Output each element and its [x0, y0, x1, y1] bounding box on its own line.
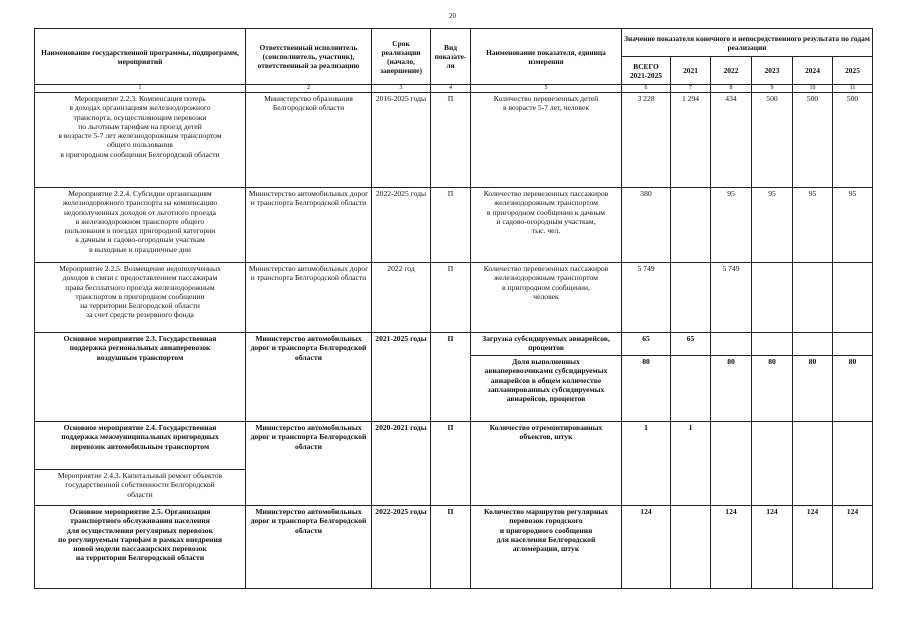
executor: Министерство образования Белгородской области [246, 93, 372, 188]
value-2021: 1 294 [671, 93, 711, 188]
table-row [35, 333, 873, 356]
value-2023 [752, 422, 793, 506]
header-year-2025: 2025 [833, 57, 873, 85]
value-2025 [833, 422, 873, 506]
indicator-name: Количество отремонтированных объектов, штук [471, 422, 622, 506]
value-2023: 500 [752, 93, 793, 188]
value-total: 1 [622, 422, 671, 506]
header-period: Срок реализации (начало, завершение) [372, 29, 431, 85]
value-2024 [793, 422, 833, 506]
activity-name: Мероприятие 2.2.5. Возмещение недополученных доходов в связи с предоставлением пассажирам права бесплатного проезда железнодорожным транспортом в пригородном сообщении на территории Белгородской области за счет средств резервного фонда [35, 263, 246, 333]
col-number: 7 [671, 85, 711, 93]
value-2022: 124 [711, 506, 752, 589]
col-number: 4 [431, 85, 471, 93]
header-year-2023: 2023 [752, 57, 793, 85]
table-row [35, 422, 873, 470]
indicator-type: П [431, 263, 471, 333]
executor: Министерство автомобильных дорог и транспорта Белгородской области [246, 263, 372, 333]
indicator-name: Количество маршрутов регулярных перевозок городского и пригородного сообщения для населения Белгородской агломерации, штук [471, 506, 622, 589]
executor: Министерство автомобильных дорог и транспорта Белгородской области [246, 333, 372, 422]
indicator-name: Количество перевезенных пассажиров железнодорожным транспортом в пригородном сообщении, человек [471, 263, 622, 333]
col-number: 5 [471, 85, 622, 93]
value-total: 5 749 [622, 263, 671, 333]
column-numbers-row [35, 85, 873, 93]
activity-name: Основное мероприятие 2.3. Государственная поддержка региональных авиаперевозок воздушным транспортом [35, 333, 246, 422]
col-number: 1 [35, 85, 246, 93]
header-year-2022: 2022 [711, 57, 752, 85]
value-2025: 95 [833, 188, 873, 263]
executor: Министерство автомобильных дорог и транспорта Белгородской области [246, 188, 372, 263]
activity-name: Основное мероприятие 2.5. Организация транспортного обслуживания населения для осуществления регулярных перевозок по регулируемым тарифам в рамках внедрения новой модели пассажирских перевозок на территории Белгородской области [35, 506, 246, 589]
period: 2022-2025 годы [372, 188, 431, 263]
header-indicator-type: Вид показате-ля [431, 29, 471, 85]
header-values-group: Значение показателя конечного и непосредственного результата по годам реализации [622, 29, 873, 57]
value-2022 [711, 333, 752, 356]
value-2024: 95 [793, 188, 833, 263]
header-year-2021: 2021 [671, 57, 711, 85]
col-number: 10 [793, 85, 833, 93]
col-number: 9 [752, 85, 793, 93]
indicator-name: Количество перевезенных детей в возрасте 5-7 лет, человек [471, 93, 622, 188]
value-total: 3 228 [622, 93, 671, 188]
col-number: 11 [833, 85, 873, 93]
value-2025: 500 [833, 93, 873, 188]
value-2023 [752, 263, 793, 333]
executor: Министерство автомобильных дорог и транспорта Белгородской области [246, 422, 372, 506]
program-table [34, 28, 873, 589]
value-2024 [793, 333, 833, 356]
activity-name: Мероприятие 2.2.4. Субсидии организациям железнодорожного транспорта на компенсацию недополученных доходов от льготного проезда в железнодорожном транспорте общего пользования в поездах пригородной категории к дачным и садово-огородным участкам в выходные и праздничные дни [35, 188, 246, 263]
value-total: 80 [622, 356, 671, 422]
table-row [35, 263, 873, 333]
value-2025: 80 [833, 356, 873, 422]
value-2025 [833, 333, 873, 356]
value-2024: 500 [793, 93, 833, 188]
col-number: 6 [622, 85, 671, 93]
header-row-1 [35, 29, 873, 57]
value-2024: 80 [793, 356, 833, 422]
value-2021 [671, 506, 711, 589]
value-total: 380 [622, 188, 671, 263]
header-executor: Ответственный исполнитель (соисполнитель, участник), ответственный за реализацию [246, 29, 372, 85]
indicator-name: Загрузка субсидируемых авиарейсов, процентов [471, 333, 622, 356]
indicator-type: П [431, 333, 471, 422]
header-program-name: Наименование государственной программы, подпрограмм, мероприятий [35, 29, 246, 85]
header-year-2024: 2024 [793, 57, 833, 85]
value-2021 [671, 188, 711, 263]
value-2022: 434 [711, 93, 752, 188]
value-2021 [671, 356, 711, 422]
period: 2021-2025 годы [372, 333, 431, 422]
header-total: ВСЕГО 2021-2025 [622, 57, 671, 85]
col-number: 8 [711, 85, 752, 93]
indicator-type: П [431, 506, 471, 589]
value-2022: 80 [711, 356, 752, 422]
value-2021: 65 [671, 333, 711, 356]
header-indicator-name: Наименование показателя, единица измерения [471, 29, 622, 85]
activity-name: Основное мероприятие 2.4. Государственная поддержка межмуниципальных пригородных перевозок автомобильным транспортом [35, 422, 246, 470]
value-2023: 124 [752, 506, 793, 589]
value-2024 [793, 263, 833, 333]
value-total: 65 [622, 333, 671, 356]
indicator-type: П [431, 188, 471, 263]
indicator-name-2: Доля выполненных авиаперевозчиками субсидируемых авиарейсов в общем количестве запланированных субсидируемых авиарейсов, процентов [471, 356, 622, 422]
value-2025: 124 [833, 506, 873, 589]
period: 2022-2025 годы [372, 506, 431, 589]
col-number: 2 [246, 85, 372, 93]
value-2022: 95 [711, 188, 752, 263]
value-2022: 5 749 [711, 263, 752, 333]
col-number: 3 [372, 85, 431, 93]
period: 2016-2025 годы [372, 93, 431, 188]
value-2021 [671, 263, 711, 333]
indicator-type: П [431, 422, 471, 506]
page-number: 20 [449, 12, 456, 20]
period: 2020-2021 годы [372, 422, 431, 506]
value-2024: 124 [793, 506, 833, 589]
value-2022 [711, 422, 752, 506]
indicator-name: Количество перевезенных пассажиров железнодорожным транспортом в пригородном сообщении к дачным и садово-огородным участкам, тыс. чел. [471, 188, 622, 263]
indicator-type: П [431, 93, 471, 188]
sub-activity-name: Мероприятие 2.4.3. Капитальный ремонт объектов государственной собственности Белгородской области [35, 470, 246, 506]
activity-name: Мероприятие 2.2.3. Компенсация потерь в доходах организациям железнодорожного транспорта, осуществляющим перевозки по льготным тарифам на проезд детей в возрасте 5-7 лет железнодорожным транспортом общего пользования в пригородном сообщении Белгородской области [35, 93, 246, 188]
table-row [35, 93, 873, 188]
value-2023: 95 [752, 188, 793, 263]
value-2025 [833, 263, 873, 333]
value-total: 124 [622, 506, 671, 589]
value-2023 [752, 333, 793, 356]
table-row [35, 506, 873, 589]
value-2023: 80 [752, 356, 793, 422]
value-2021: 1 [671, 422, 711, 506]
period: 2022 год [372, 263, 431, 333]
table-row [35, 188, 873, 263]
executor: Министерство автомобильных дорог и транспорта Белгородской области [246, 506, 372, 589]
